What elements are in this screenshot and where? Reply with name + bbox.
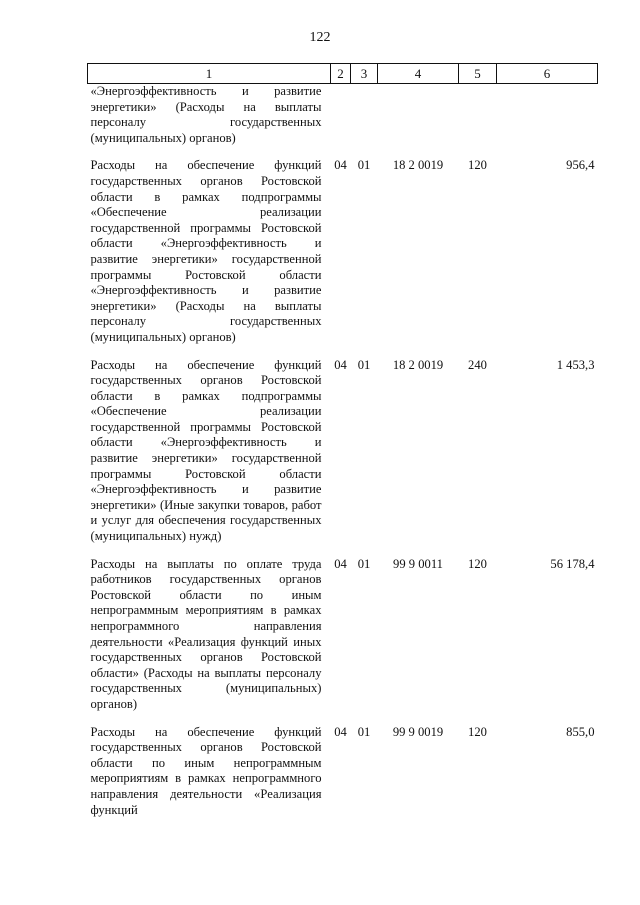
row-expense-type: 120 [468, 724, 487, 739]
row-section-code [331, 84, 351, 159]
row-section-code: 04 [334, 556, 347, 571]
row-subsection-code: 01 [357, 357, 371, 372]
column-header-5: 5 [459, 64, 497, 84]
table-row [88, 84, 598, 159]
table-row [88, 725, 598, 831]
row-expense-type: 120 [468, 556, 487, 571]
row-description: «Энергоэффективность и развитие энергетики» (Расходы на выплаты персоналу государственных (муниципальных) органов) [90, 84, 322, 145]
row-description: Расходы на обеспечение функций государственных органов Ростовской области по иным непрограммным мероприятиям в рамках непрограммного направления деятельности «Реализация функций [90, 724, 322, 817]
row-target-article: 99 9 0019 [392, 724, 444, 739]
row-amount: 56 178,4 [550, 556, 595, 571]
row-section-code: 04 [334, 357, 347, 372]
row-expense-type: 120 [468, 158, 487, 173]
row-expense-type: 240 [468, 357, 487, 372]
row-section-code: 04 [334, 158, 347, 173]
row-target-article: 18 2 0019 [392, 357, 444, 372]
row-subsection-code: 01 [357, 158, 371, 173]
row-description: Расходы на выплаты по оплате труда работников государственных органов Ростовской области по иным непрограммным мероприятиям в рамках непрограммного направления деятельности «Реализация функций иных государственных органов Ростовской области» (Расходы на выплаты персоналу государственных (муниципальных) органов) [90, 556, 322, 711]
row-subsection-code: 01 [357, 556, 371, 571]
row-target-article: 99 9 0011 [393, 556, 443, 571]
table-row [88, 358, 598, 557]
row-expense-type [459, 84, 497, 159]
row-amount: 855,0 [566, 724, 595, 739]
column-header-1: 1 [88, 64, 331, 84]
table-header-row [88, 64, 598, 84]
row-subsection-code: 01 [357, 724, 371, 739]
row-description: Расходы на обеспечение функций государственных органов Ростовской области в рамках подпрограммы «Обеспечение реализации государственной программы Ростовской области «Энергоэффективность и развитие энергетики» государственной программы Ростовской области «Энергоэффективность и развитие энергетики» (Расходы на выплаты персоналу государственных (муниципальных) органов) [90, 158, 322, 344]
column-header-3: 3 [351, 64, 378, 84]
row-subsection-code [351, 84, 378, 159]
row-amount [497, 84, 598, 159]
row-amount: 956,4 [566, 158, 595, 173]
table-row [88, 158, 598, 357]
column-header-6: 6 [497, 64, 598, 84]
table-row [88, 557, 598, 725]
row-section-code: 04 [334, 724, 347, 739]
row-target-article [378, 84, 459, 159]
column-header-2: 2 [331, 64, 351, 84]
row-amount: 1 453,3 [556, 357, 595, 372]
budget-table [87, 63, 598, 830]
row-target-article: 18 2 0019 [392, 158, 444, 173]
page-number: 122 [309, 30, 331, 45]
column-header-4: 4 [378, 64, 459, 84]
row-description: Расходы на обеспечение функций государственных органов Ростовской области в рамках подпрограммы «Обеспечение реализации государственной программы Ростовской области «Энергоэффективность и развитие энергетики» государственной программы Ростовской области «Энергоэффективность и развитие энергетики» (Иные закупки товаров, работ и услуг для обеспечения государственных (муниципальных) нужд) [90, 357, 322, 544]
